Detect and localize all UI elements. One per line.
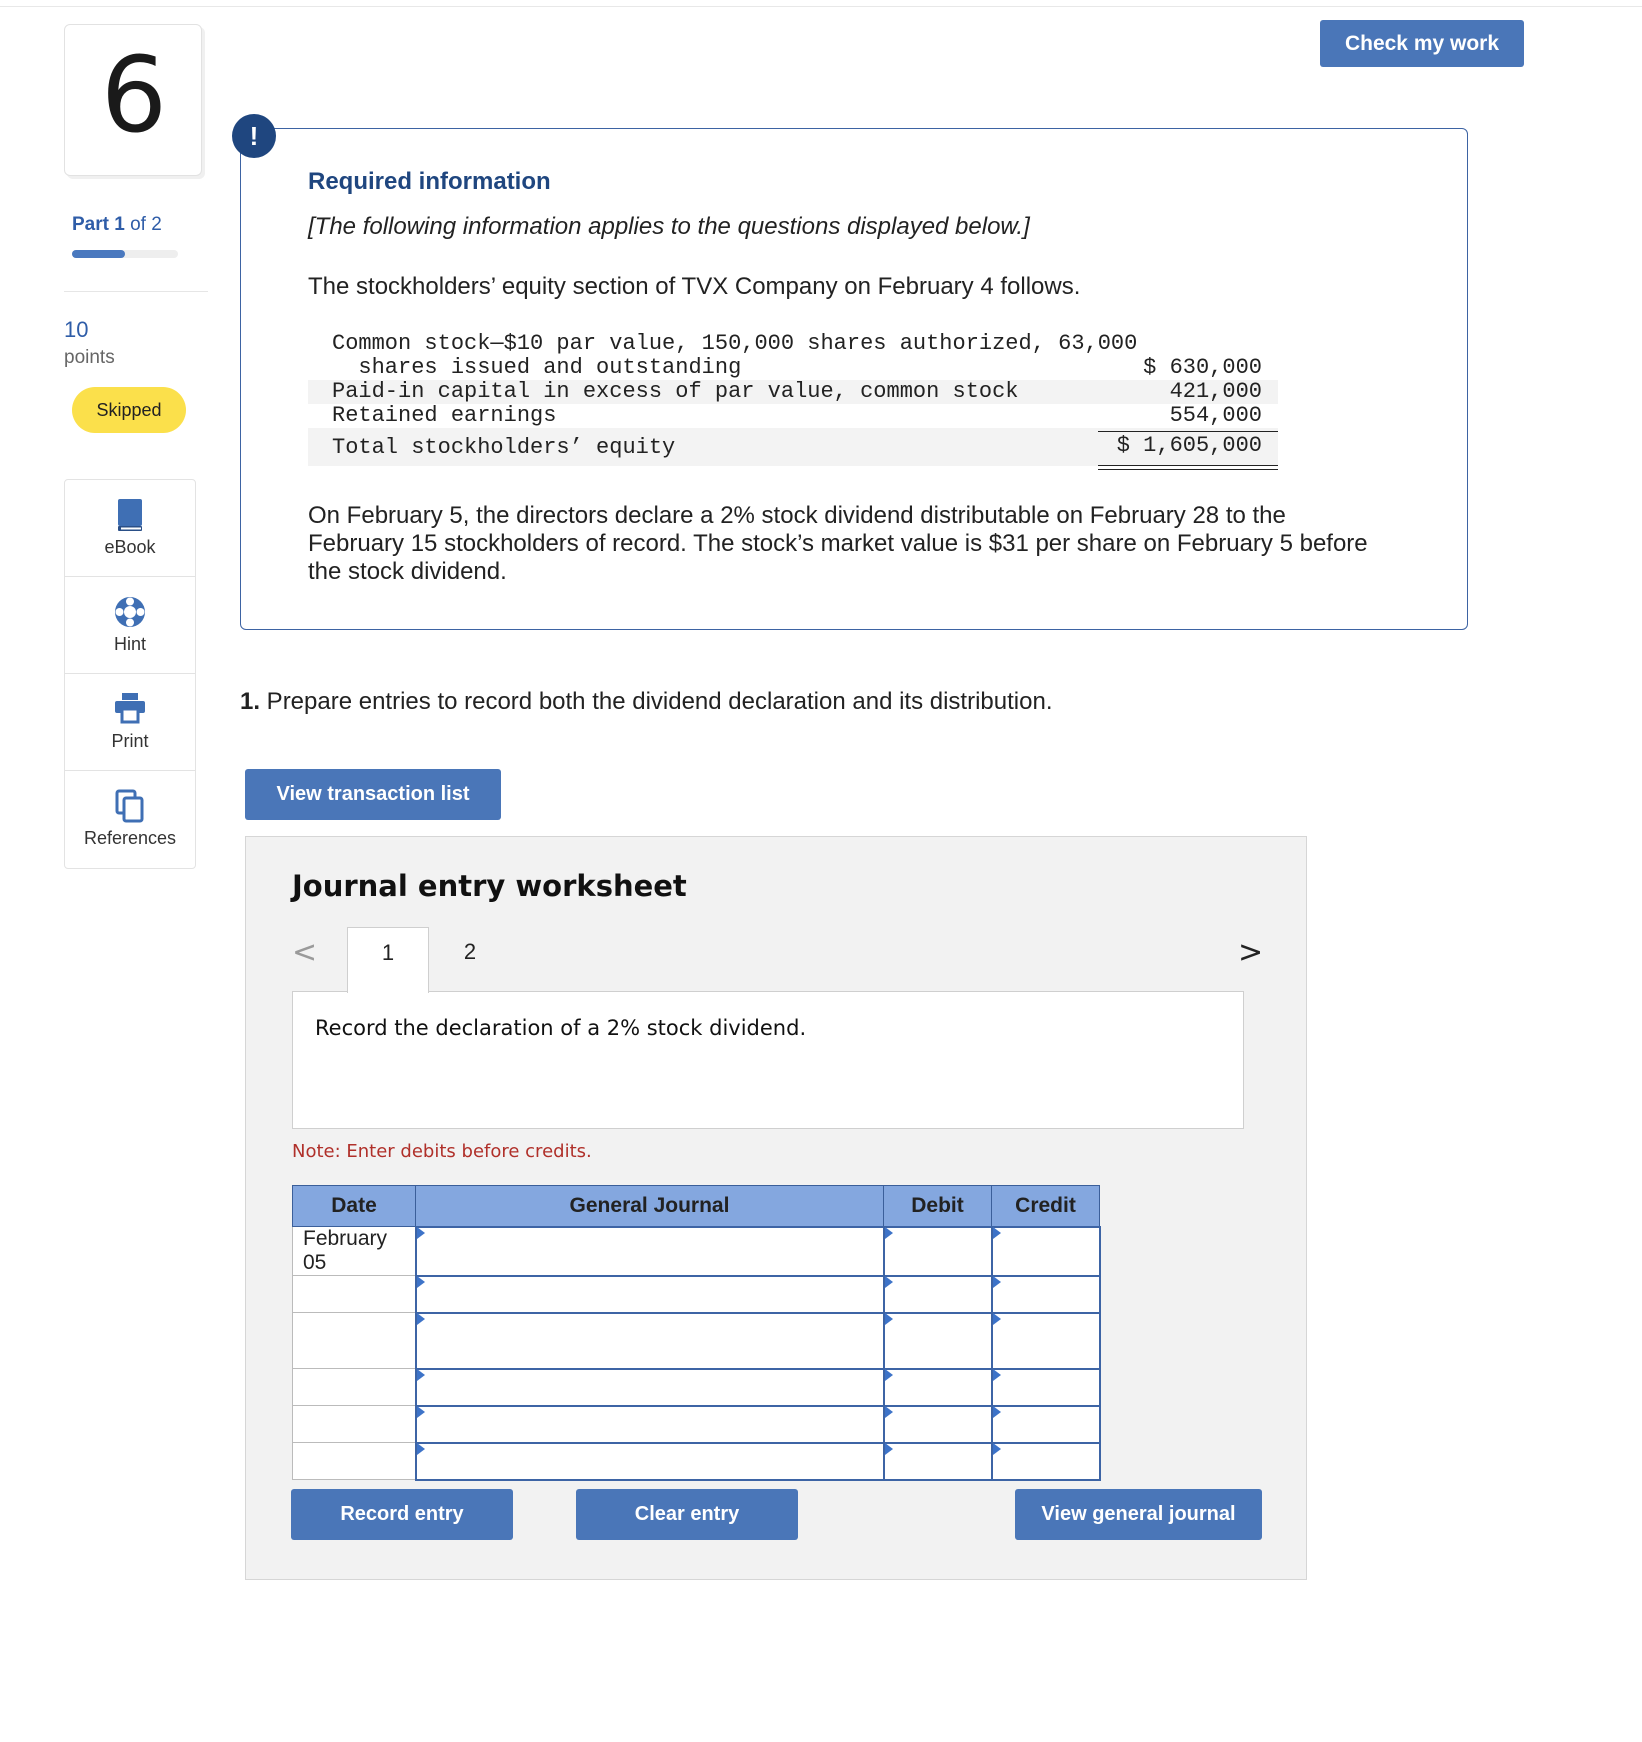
tool-label-ebook: eBook (104, 537, 156, 557)
journal-account-input[interactable] (416, 1313, 884, 1369)
dropdown-marker-icon (417, 1276, 425, 1288)
dropdown-marker-icon (993, 1369, 1001, 1381)
equity-row (308, 380, 1278, 404)
date-cell[interactable] (293, 1369, 416, 1406)
sidebar-divider (64, 291, 208, 292)
credit-input[interactable] (992, 1313, 1100, 1369)
table-row (293, 1227, 1100, 1276)
credit-input[interactable] (992, 1227, 1100, 1276)
equity-table (308, 332, 1278, 466)
tool-label-hint: Hint (113, 634, 146, 654)
dropdown-marker-icon (885, 1276, 893, 1288)
dropdown-marker-icon (885, 1227, 893, 1239)
tool-references[interactable] (65, 771, 195, 868)
part-of: of 2 (130, 214, 162, 235)
journal-table (292, 1185, 1101, 1481)
debit-input[interactable] (884, 1227, 992, 1276)
table-row (293, 1406, 1100, 1443)
debit-input[interactable] (884, 1369, 992, 1406)
question-number: 6 (100, 34, 168, 156)
equity-row (308, 356, 1278, 380)
dropdown-marker-icon (417, 1369, 425, 1381)
tools-panel (64, 479, 196, 869)
dropdown-marker-icon (993, 1227, 1001, 1239)
entry-instruction: Record the declaration of a 2% stock dividend. (315, 1016, 807, 1040)
clear-entry-button[interactable]: Clear entry (576, 1489, 798, 1540)
credit-input[interactable] (992, 1369, 1100, 1406)
tool-ebook[interactable] (65, 480, 195, 577)
journal-account-input[interactable] (416, 1406, 884, 1443)
check-my-work-button[interactable]: Check my work (1320, 20, 1524, 67)
dropdown-marker-icon (885, 1313, 893, 1325)
prev-arrow-icon[interactable]: < (292, 935, 318, 970)
part-label-prefix: Part (72, 214, 109, 235)
entry-note: Note: Enter debits before credits. (292, 1141, 592, 1162)
dropdown-marker-icon (417, 1443, 425, 1455)
lifebuoy-icon (113, 595, 147, 629)
task-text: Prepare entries to record both the dividend declaration and its distribution. (260, 688, 1053, 715)
dropdown-marker-icon (993, 1406, 1001, 1418)
date-cell[interactable] (293, 1313, 416, 1369)
required-info-intro: The stockholders’ equity section of TVX Company on February 4 follows. (308, 273, 1081, 300)
col-date: Date (293, 1186, 416, 1227)
equity-desc: shares issued and outstanding (332, 355, 742, 380)
dropdown-marker-icon (417, 1406, 425, 1418)
credit-input[interactable] (992, 1276, 1100, 1313)
dropdown-marker-icon (993, 1443, 1001, 1455)
col-general-journal: General Journal (416, 1186, 884, 1227)
book-icon (115, 498, 145, 532)
subtotal-rule (1098, 431, 1278, 432)
dropdown-marker-icon (885, 1443, 893, 1455)
scenario-narrative: On February 5, the directors declare a 2% stock dividend distributable on February 28 to the February 15 stockholders of record. The stock’s market value is $31 per share on February 5 before the stock dividend. (308, 502, 1368, 585)
equity-amount: $ 630,000 (1143, 355, 1262, 380)
required-info-title: Required information (308, 168, 551, 195)
worksheet-title: Journal entry worksheet (292, 869, 687, 903)
worksheet-tab-2[interactable]: 2 (463, 939, 477, 964)
tool-label-print: Print (111, 731, 149, 751)
dropdown-marker-icon (417, 1313, 425, 1325)
alert-icon: ! (232, 114, 276, 158)
equity-amount: 554,000 (1169, 403, 1262, 428)
dropdown-marker-icon (993, 1276, 1001, 1288)
equity-row (308, 404, 1278, 428)
view-general-journal-button[interactable]: View general journal (1015, 1489, 1262, 1540)
debit-input[interactable] (884, 1406, 992, 1443)
question-number-card (64, 24, 202, 176)
table-row (293, 1276, 1100, 1313)
tool-label-references: References (83, 828, 177, 848)
journal-account-input[interactable] (416, 1443, 884, 1480)
debit-input[interactable] (884, 1276, 992, 1313)
equity-desc: Common stock—$10 par value, 150,000 shares authorized, 63,000 (332, 331, 1138, 356)
task-prompt (240, 688, 1052, 716)
equity-amount: $ 1,605,000 (1116, 433, 1262, 458)
tool-hint[interactable] (65, 577, 195, 674)
table-row (293, 1313, 1100, 1369)
credit-input[interactable] (992, 1406, 1100, 1443)
table-row (293, 1443, 1100, 1480)
journal-account-input[interactable] (416, 1227, 884, 1276)
journal-entry-worksheet (245, 836, 1307, 1580)
journal-account-input[interactable] (416, 1369, 884, 1406)
debit-input[interactable] (884, 1313, 992, 1369)
entry-instruction-box (292, 991, 1244, 1129)
part-current: 1 (114, 214, 125, 235)
equity-desc: Total stockholders’ equity (332, 435, 676, 460)
part-indicator (72, 214, 162, 236)
dropdown-marker-icon (993, 1313, 1001, 1325)
points-label: points (64, 347, 115, 368)
part-progress-fill (72, 250, 125, 258)
date-cell[interactable]: February 05 (293, 1227, 416, 1276)
table-row (293, 1369, 1100, 1406)
journal-account-input[interactable] (416, 1276, 884, 1313)
copy-icon (114, 789, 146, 823)
record-entry-button[interactable]: Record entry (291, 1489, 513, 1540)
top-divider (0, 6, 1642, 7)
equity-row-total (308, 428, 1278, 466)
credit-input[interactable] (992, 1443, 1100, 1480)
dropdown-marker-icon (417, 1227, 425, 1239)
dropdown-marker-icon (885, 1406, 893, 1418)
next-arrow-icon[interactable]: > (1238, 935, 1264, 970)
col-debit: Debit (884, 1186, 992, 1227)
worksheet-tab-1[interactable]: 1 (347, 927, 429, 993)
equity-desc: Paid-in capital in excess of par value, common stock (332, 379, 1019, 404)
status-badge: Skipped (72, 387, 186, 433)
equity-desc: Retained earnings (332, 403, 557, 428)
date-cell[interactable] (293, 1406, 416, 1443)
required-info-note: [The following information applies to the questions displayed below.] (308, 213, 1030, 240)
printer-icon (113, 692, 147, 724)
total-double-rule-2 (1098, 469, 1278, 470)
date-cell[interactable] (293, 1276, 416, 1313)
col-credit: Credit (992, 1186, 1100, 1227)
dropdown-marker-icon (885, 1369, 893, 1381)
total-double-rule-1 (1098, 465, 1278, 466)
task-number: 1. (240, 688, 261, 715)
date-cell[interactable] (293, 1443, 416, 1480)
view-transaction-list-button[interactable]: View transaction list (245, 769, 501, 820)
equity-row (308, 332, 1278, 356)
tool-print[interactable] (65, 674, 195, 771)
equity-amount: 421,000 (1169, 379, 1262, 404)
debit-input[interactable] (884, 1443, 992, 1480)
part-progress-bar (72, 250, 178, 258)
points-value: 10 (64, 317, 89, 342)
